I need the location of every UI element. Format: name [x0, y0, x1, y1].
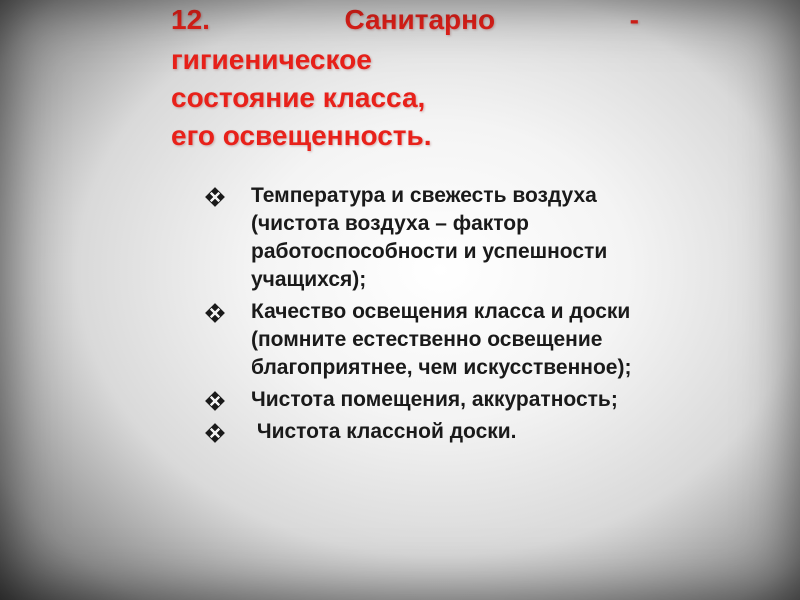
title-line-2: гигиеническое	[171, 44, 372, 75]
title-line-4: его освещенность.	[171, 120, 432, 151]
bullet-line: работоспособности и успешности	[251, 240, 608, 263]
bullet-line: Чистота помещения, аккуратность;	[251, 388, 618, 411]
bullet-item	[206, 418, 766, 446]
title-word: Санитарно	[344, 4, 496, 35]
bullet-line: Качество освещения класса и доски	[251, 300, 631, 323]
title-line-1	[171, 0, 639, 40]
bullet-line: (чистота воздуха – фактор	[251, 212, 529, 235]
diamond-bullet-icon	[207, 305, 224, 322]
title-number: 12.	[171, 4, 210, 35]
bullet-line: Температура и свежесть воздуха	[251, 184, 597, 207]
diamond-bullet-icon	[207, 189, 224, 206]
bullet-line: благоприятнее, чем искусственное);	[251, 356, 632, 379]
diamond-bullet-icon	[207, 425, 224, 442]
bullet-line: учащихся);	[251, 268, 367, 291]
bullet-item	[206, 386, 766, 414]
title-line-3: состояние класса,	[171, 82, 426, 113]
slide-title	[171, 0, 639, 154]
bullet-line: (помните естественно освещение	[251, 328, 603, 351]
bullet-item	[206, 298, 766, 382]
bullet-list	[206, 182, 766, 450]
diamond-bullet-icon	[207, 393, 224, 410]
title-dash: -	[629, 4, 639, 35]
bullet-line: Чистота классной доски.	[251, 420, 517, 443]
bullet-item	[206, 182, 766, 294]
